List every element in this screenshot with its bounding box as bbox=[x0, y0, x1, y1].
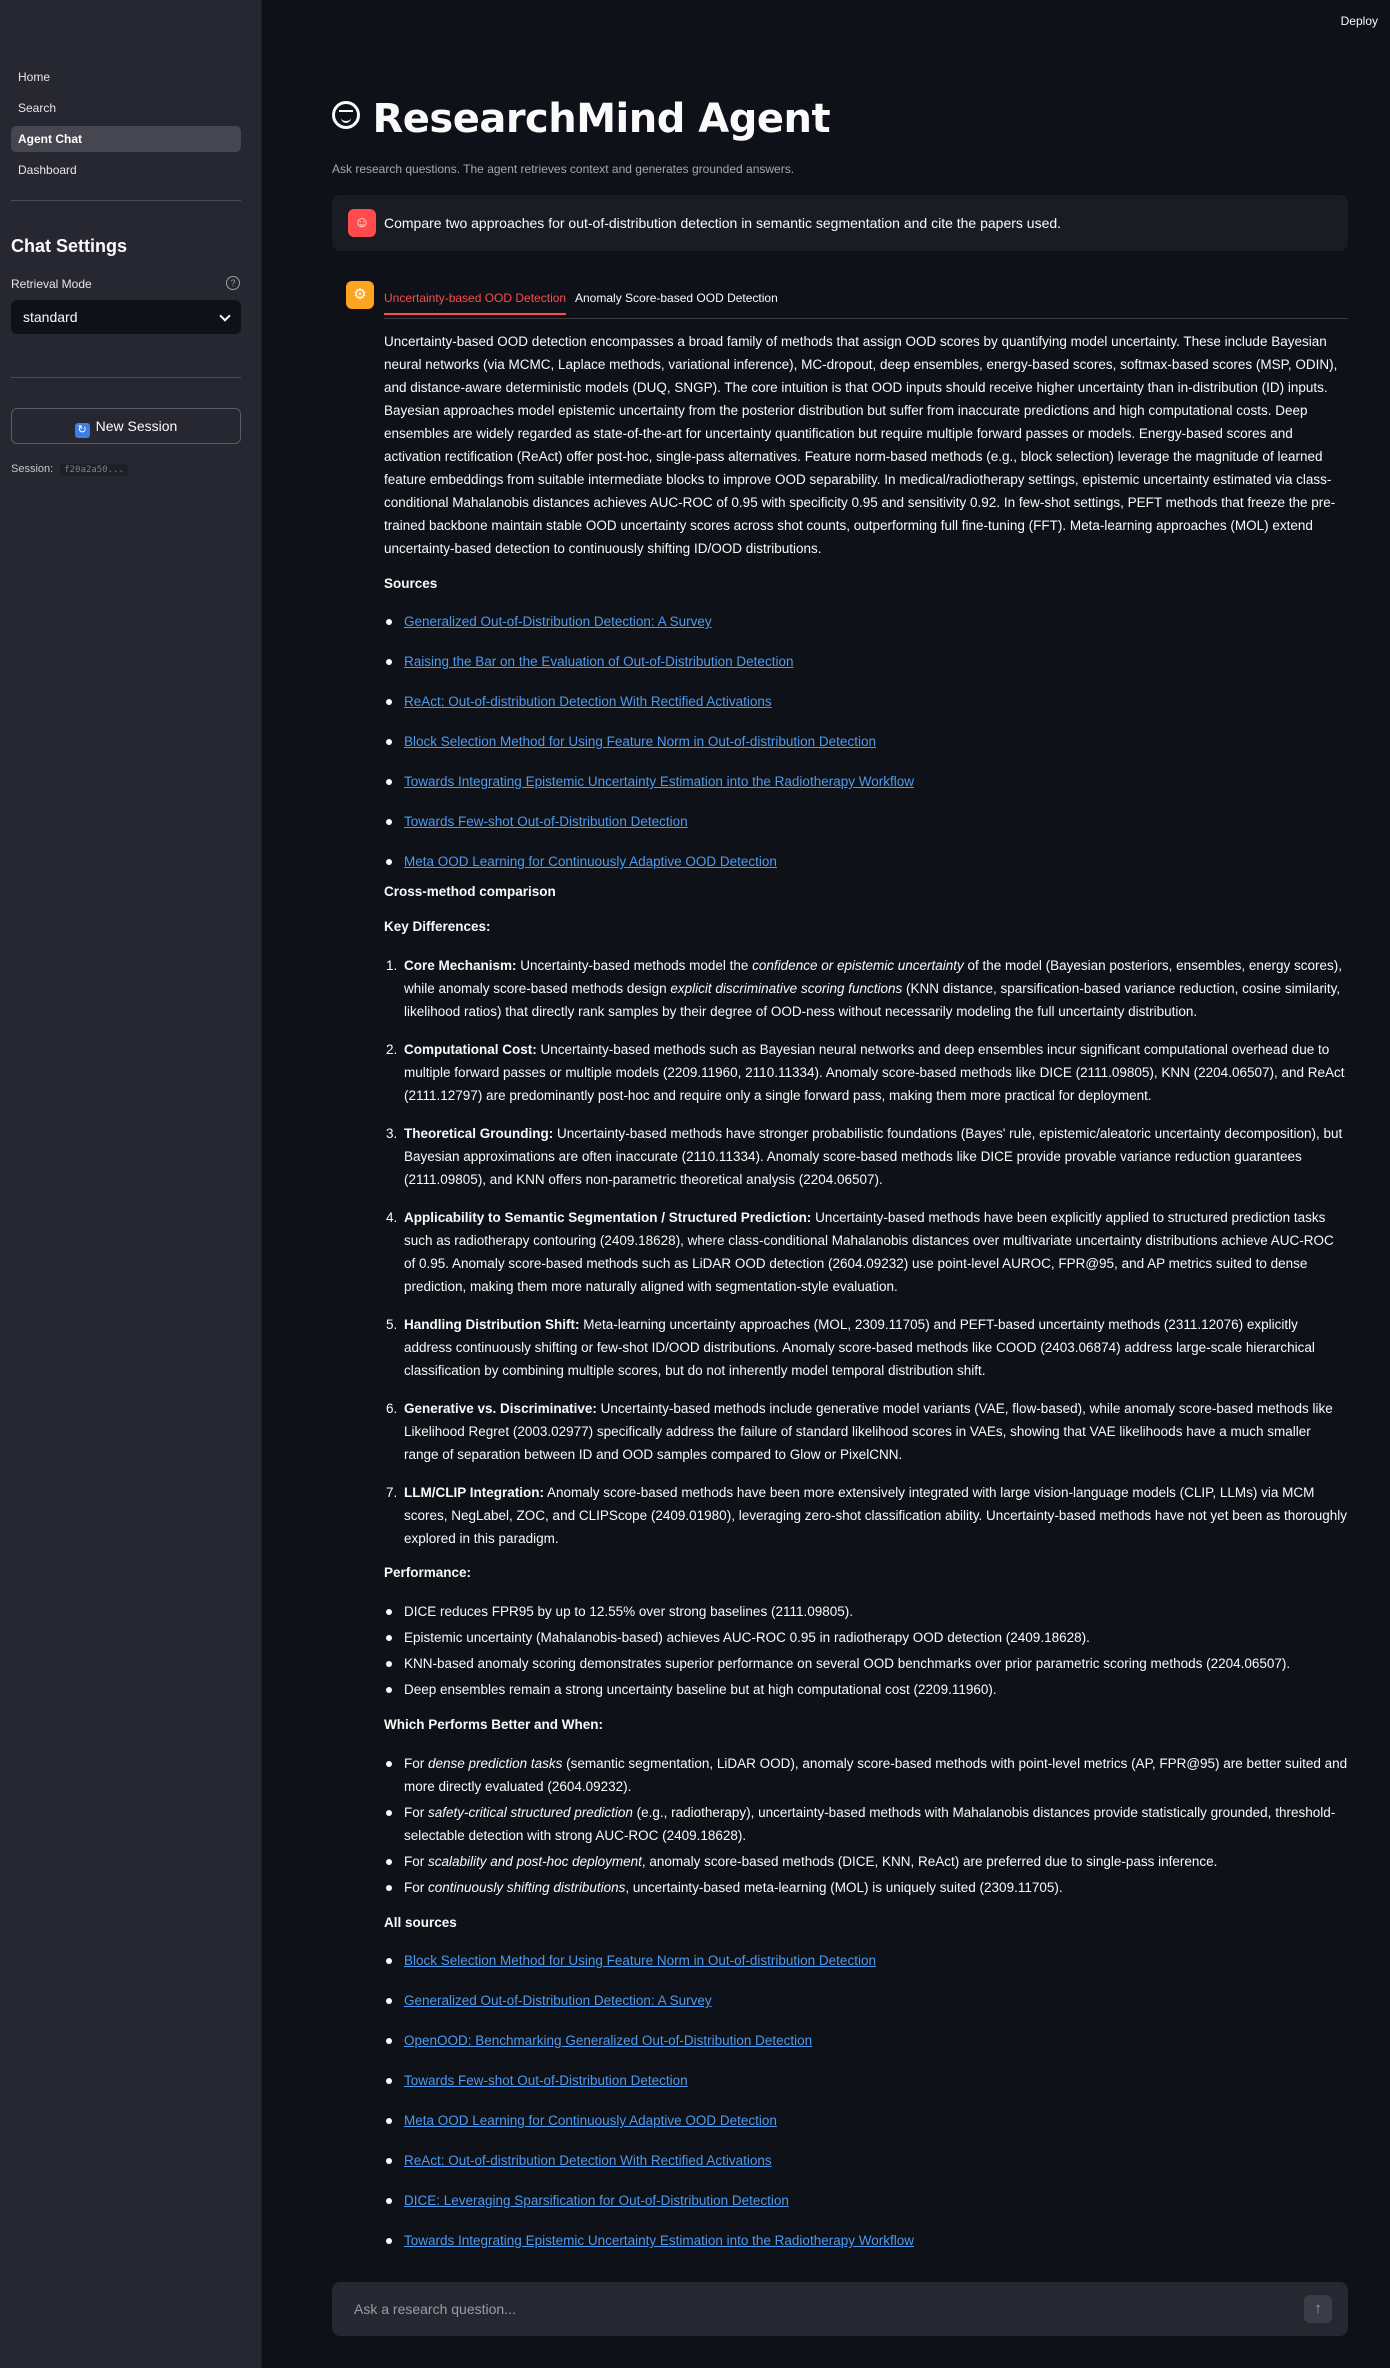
arrow-up-icon: ↑ bbox=[1314, 2300, 1322, 2317]
send-button[interactable] bbox=[1304, 2295, 1332, 2323]
list-item bbox=[384, 1397, 1348, 1466]
list-item bbox=[384, 1801, 1348, 1847]
item-text: Uncertainty-based methods include generative model variants (VAE, flow-based), while anomaly score-based methods like Likelihood Regret (2003.02977) specifically address the failure of standard likelihood scores in VAEs, showing that VAE likelihoods have a much smaller range of separation between ID and OOD samples compared to Glow or PixelCNN. bbox=[404, 1401, 1333, 1462]
list-item bbox=[384, 1950, 1348, 1990]
item-title: Theoretical Grounding: bbox=[404, 1126, 554, 1141]
list-item bbox=[384, 1313, 1348, 1382]
list-item: Epistemic uncertainty (Mahalanobis-based) achieves AUC-ROC 0.95 in radiotherapy OOD detection (2409.18628). bbox=[384, 1626, 1348, 1649]
nav-item-agent-chat[interactable]: Agent Chat bbox=[11, 126, 241, 152]
refresh-icon: ↻ bbox=[75, 423, 90, 438]
item-text: Uncertainty-based methods have stronger probabilistic foundations (Bayes' rule, epistemic/aleatoric uncertainty decomposition), but Bayesian approximations are often inaccurate (2110.11334). Anomaly score-based methods like DICE provide provable variance reduction guarantees (2111.09805), and KNN offers non-parametric theoretical analysis (2204.06507). bbox=[404, 1126, 1343, 1187]
list-item bbox=[384, 691, 1348, 731]
chat-input[interactable] bbox=[354, 2298, 1254, 2320]
item-title: Core Mechanism: bbox=[404, 958, 517, 973]
user-message bbox=[332, 195, 1348, 251]
list-item bbox=[384, 2110, 1348, 2150]
source-link[interactable]: Towards Integrating Epistemic Uncertainty Estimation into the Radiotherapy Workflow bbox=[404, 2233, 914, 2248]
source-link[interactable]: Generalized Out-of-Distribution Detection: A Survey bbox=[404, 614, 712, 629]
user-face-icon: ☺ bbox=[348, 209, 376, 237]
sidebar bbox=[0, 0, 262, 2368]
sidebar-nav bbox=[11, 64, 241, 188]
key-differences-heading: Key Differences: bbox=[384, 919, 491, 934]
source-link[interactable]: OpenOOD: Benchmarking Generalized Out-of-Distribution Detection bbox=[404, 2033, 813, 2048]
robot-face-icon bbox=[332, 101, 360, 129]
item-text: (KNN distance, sparsification-based variance reduction, cosine similarity, likelihood ratios) that directly rank samples by their degree of OOD-ness without necessarily modeling the full uncertainty distribution. bbox=[404, 981, 1341, 1019]
item-text: For bbox=[404, 1756, 429, 1771]
which-performs-list bbox=[384, 1752, 1348, 1899]
list-item bbox=[384, 731, 1348, 771]
item-text: Uncertainty-based methods model the bbox=[516, 958, 753, 973]
list-item bbox=[384, 1122, 1348, 1191]
item-emphasis: safety-critical structured prediction bbox=[428, 1805, 633, 1820]
sidebar-divider bbox=[11, 200, 241, 201]
list-item bbox=[384, 1876, 1348, 1899]
page-subtitle: Ask research questions. The agent retrieves context and generates grounded answers. bbox=[332, 162, 795, 176]
performance-list bbox=[384, 1600, 1348, 1701]
differences-list bbox=[384, 954, 1348, 1550]
item-text: , uncertainty-based meta-learning (MOL) is uniquely suited (2309.11705). bbox=[625, 1880, 1063, 1895]
list-number: 6. bbox=[386, 1401, 398, 1416]
source-link[interactable]: ReAct: Out-of-distribution Detection With Rectified Activations bbox=[404, 694, 772, 709]
list-item bbox=[384, 1752, 1348, 1798]
source-link[interactable]: Raising the Bar on the Evaluation of Out-of-Distribution Detection bbox=[404, 654, 794, 669]
item-text: For bbox=[404, 1805, 429, 1820]
sources-heading: Sources bbox=[384, 576, 438, 591]
tab-uncertainty-based[interactable]: Uncertainty-based OOD Detection bbox=[384, 291, 566, 315]
list-item bbox=[384, 651, 1348, 691]
item-text: (e.g., radiotherapy), uncertainty-based methods with Mahalanobis distances provide statistically grounded, threshold-selectable detection with strong AUC-ROC (2409.18628). bbox=[404, 1805, 1336, 1843]
list-item bbox=[384, 811, 1348, 851]
comparison-heading: Cross-method comparison bbox=[384, 884, 556, 899]
retrieval-mode-label: Retrieval Mode bbox=[11, 277, 92, 291]
retrieval-mode-value: standard bbox=[23, 309, 78, 325]
all-sources-heading: All sources bbox=[384, 1915, 457, 1930]
list-number: 3. bbox=[386, 1126, 398, 1141]
list-item bbox=[384, 1206, 1348, 1298]
item-emphasis: dense prediction tasks bbox=[428, 1756, 563, 1771]
item-emphasis: explicit discriminative scoring functions bbox=[670, 981, 903, 996]
item-text: , anomaly score-based methods (DICE, KNN, ReAct) are preferred due to single-pass inference. bbox=[641, 1854, 1218, 1869]
list-item bbox=[384, 954, 1348, 1023]
list-item bbox=[384, 2150, 1348, 2190]
list-item: Deep ensembles remain a strong uncertainty baseline but at high computational cost (2209.11960). bbox=[384, 1678, 1348, 1701]
source-link[interactable]: Generalized Out-of-Distribution Detection: A Survey bbox=[404, 1993, 712, 2008]
page-title: ResearchMind Agent bbox=[372, 96, 831, 142]
item-title: Computational Cost: bbox=[404, 1042, 537, 1057]
list-number: 5. bbox=[386, 1317, 398, 1332]
item-text: For bbox=[404, 1880, 429, 1895]
item-text: Uncertainty-based methods such as Bayesian neural networks and deep ensembles incur significant computational overhead due to multiple forward passes or multiple models (2209.11960, 2110.11334). Anomaly score-based methods like DICE (2111.09805), KNN (2204.06507), and ReAct (2111.12797) are predominantly post-hoc and require only a single forward pass, making them more practical for deployment. bbox=[404, 1042, 1345, 1103]
item-title: Applicability to Semantic Segmentation / Structured Prediction: bbox=[404, 1210, 812, 1225]
page-header bbox=[332, 96, 830, 146]
nav-item-dashboard[interactable]: Dashboard bbox=[18, 163, 77, 177]
help-icon[interactable]: ? bbox=[226, 276, 240, 290]
session-label: Session: bbox=[11, 463, 54, 475]
source-link[interactable]: DICE: Leveraging Sparsification for Out-of-Distribution Detection bbox=[404, 2193, 789, 2208]
sidebar-divider bbox=[11, 377, 241, 378]
item-text: (semantic segmentation, LiDAR OOD), anomaly score-based methods with point-level metrics (AP, FPR@95) are better suited and more directly evaluated (2604.09232). bbox=[404, 1756, 1348, 1794]
chat-input-container bbox=[332, 2282, 1348, 2336]
which-performs-heading: Which Performs Better and When: bbox=[384, 1717, 604, 1732]
item-text: Uncertainty-based methods have been explicitly applied to structured prediction tasks such as radiotherapy contouring (2409.18628), where class-conditional Mahalanobis distances over multivariate uncertainty distributions achieve AUC-ROC of 0.95. Anomaly score-based methods such as LiDAR OOD detection (2604.09232) use point-level AUROC, FPR@95, and AP metrics suited to dense prediction, making them more naturally aligned with segmentation-style evaluation. bbox=[404, 1210, 1334, 1294]
new-session-label: New Session bbox=[95, 418, 178, 434]
answer-tabs bbox=[384, 283, 1348, 319]
list-item bbox=[384, 2030, 1348, 2070]
session-id: f20a2a50... bbox=[60, 464, 128, 476]
item-emphasis: confidence or epistemic uncertainty bbox=[752, 958, 964, 973]
chat-settings-heading: Chat Settings bbox=[11, 236, 128, 256]
list-item bbox=[384, 771, 1348, 811]
item-text: of the model (Bayesian posteriors, ensembles, energy scores), while anomaly score-based methods design bbox=[404, 958, 1342, 996]
source-link[interactable]: Towards Few-shot Out-of-Distribution Detection bbox=[404, 2073, 688, 2088]
list-item bbox=[384, 1850, 1348, 1873]
nav-item-home[interactable]: Home bbox=[18, 70, 51, 84]
list-number: 2. bbox=[386, 1042, 398, 1057]
item-title: Generative vs. Discriminative: bbox=[404, 1401, 597, 1416]
nav-item-search[interactable]: Search bbox=[18, 101, 57, 115]
list-item bbox=[384, 1038, 1348, 1107]
deploy-button[interactable]: Deploy bbox=[1340, 14, 1378, 28]
list-item bbox=[384, 2190, 1348, 2230]
source-link[interactable]: Meta OOD Learning for Continuously Adaptive OOD Detection bbox=[404, 854, 777, 869]
item-emphasis: scalability and post-hoc deployment bbox=[428, 1854, 642, 1869]
source-link[interactable]: Block Selection Method for Using Feature Norm in Out-of-distribution Detection bbox=[404, 734, 876, 749]
item-text: For bbox=[404, 1854, 429, 1869]
source-link[interactable]: Block Selection Method for Using Feature Norm in Out-of-distribution Detection bbox=[404, 1953, 876, 1968]
tab-anomaly-score-based[interactable]: Anomaly Score-based OOD Detection bbox=[575, 291, 778, 305]
item-text: Meta-learning uncertainty approaches (MOL, 2309.11705) and PEFT-based uncertainty methods (2311.12076) explicitly address continuously shifting or few-shot ID/OOD distributions. Anomaly score-based methods like COOD (2403.06874) address large-scale hierarchical classification by combining multiple scores, but do not inherently model temporal distribution shift. bbox=[404, 1317, 1315, 1378]
item-title: Handling Distribution Shift: bbox=[404, 1317, 580, 1332]
all-sources-list bbox=[384, 1950, 1348, 2270]
list-item bbox=[384, 2070, 1348, 2110]
robot-avatar-icon: ⚙ bbox=[346, 281, 374, 309]
list-number: 1. bbox=[386, 958, 398, 973]
list-number: 7. bbox=[386, 1485, 398, 1500]
assistant-answer bbox=[384, 330, 1348, 2270]
chevron-down-icon bbox=[219, 310, 230, 321]
list-item bbox=[384, 611, 1348, 651]
performance-heading: Performance: bbox=[384, 1565, 472, 1580]
sources-list bbox=[384, 611, 1348, 881]
retrieval-mode-select[interactable] bbox=[11, 300, 241, 334]
list-item bbox=[384, 1481, 1348, 1550]
source-link[interactable]: ReAct: Out-of-distribution Detection With Rectified Activations bbox=[404, 2153, 772, 2168]
list-item: KNN-based anomaly scoring demonstrates superior performance on several OOD benchmarks over prior parametric scoring methods (2204.06507). bbox=[384, 1652, 1348, 1675]
item-text: Anomaly score-based methods have been more extensively integrated with large vision-language models (CLIP, LLMs) via MCM scores, NegLabel, ZOC, and CLIPScope (2409.01980), leveraging zero-shot classification ability. Uncertainty-based methods have not yet been as thoroughly explored in this paradigm. bbox=[404, 1485, 1348, 1546]
list-number: 4. bbox=[386, 1210, 398, 1225]
summary-paragraph: Uncertainty-based OOD detection encompasses a broad family of methods that assign OOD scores by quantifying model uncertainty. These include Bayesian neural networks (via MCMC, Laplace methods, variational inference), MC-dropout, deep ensembles, energy-based scores, softmax-based scores (MSP, ODIN), and distance-aware deterministic models (DUQ, SNGP). The core intuition is that OOD inputs should receive higher uncertainty than in-distribution (ID) inputs. Bayesian approaches model epistemic uncertainty from the posterior distribution but suffer from inaccurate predictions and high computational costs. Deep ensembles are widely regarded as state-of-the-art for uncertainty quantification but require multiple forward passes or models. Energy-based scores and activation rectification (ReAct) offer post-hoc, single-pass alternatives. Feature norm-based methods (e.g., block selection) leverage the magnitude of learned feature embeddings from suitable intermediate blocks to improve OOD separability. In medical/radiotherapy settings, epistemic uncertainty estimated via class-conditional Mahalanobis distances achieves AUC-ROC of 0.95 with specificity 0.95 and sensitivity 0.92. In few-shot settings, PEFT methods that freeze the pre-trained backbone maintain stable OOD uncertainty scores across shot counts, outperforming full fine-tuning (FFT). Meta-learning approaches (MOL) extend uncertainty-based detection to continuously shifting ID/OOD distributions. bbox=[384, 334, 1338, 556]
session-info bbox=[11, 463, 128, 476]
source-link[interactable]: Towards Integrating Epistemic Uncertainty Estimation into the Radiotherapy Workflow bbox=[404, 774, 914, 789]
source-link[interactable]: Towards Few-shot Out-of-Distribution Detection bbox=[404, 814, 688, 829]
new-session-button[interactable] bbox=[11, 408, 241, 444]
list-item bbox=[384, 851, 1348, 881]
user-message-text: Compare two approaches for out-of-distribution detection in semantic segmentation and cite the papers used. bbox=[384, 215, 1062, 231]
list-item bbox=[384, 1990, 1348, 2030]
item-emphasis: continuously shifting distributions bbox=[428, 1880, 626, 1895]
source-link[interactable]: Meta OOD Learning for Continuously Adaptive OOD Detection bbox=[404, 2113, 777, 2128]
item-title: LLM/CLIP Integration: bbox=[404, 1485, 544, 1500]
list-item: DICE reduces FPR95 by up to 12.55% over strong baselines (2111.09805). bbox=[384, 1600, 1348, 1623]
